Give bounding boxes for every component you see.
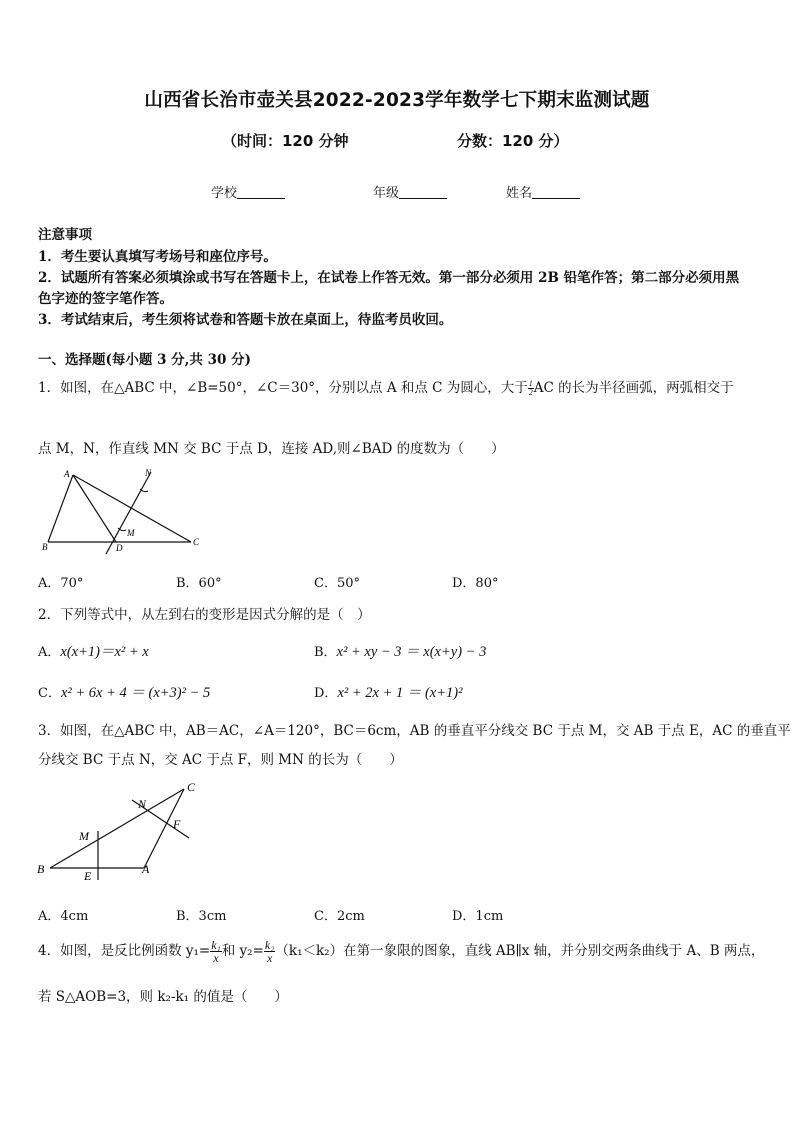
exam-score: 分数：120 分） — [457, 132, 569, 150]
q2-option-b-expr: x² + xy − 3 ＝ x(x+y) − 3 — [336, 644, 487, 660]
q4-fraction-2: $\frac{\text{k₂}}{x}$ — [264, 938, 275, 965]
q4-text-post: （k₁＜k₂）在第一象限的图象，直线 AB∥x 轴，并分别交两条曲线于 A、B 两点， — [275, 943, 765, 959]
grade-blank — [399, 186, 447, 199]
q2-option-c-label: C． — [38, 686, 61, 701]
q1-stem — [38, 376, 734, 397]
notice-item: 色字迹的签字笔作答。 — [38, 291, 173, 307]
notice-heading: 注意事项 — [38, 227, 92, 243]
q1-label-c: C — [193, 537, 200, 547]
grade-field — [373, 182, 447, 201]
q3-option-b[interactable]: B．3cm — [176, 909, 227, 924]
name-blank — [532, 186, 580, 199]
name-label: 姓名 — [506, 186, 533, 201]
q1-option-d[interactable]: D．80° — [452, 576, 499, 591]
q3-option-c[interactable]: C．2cm — [314, 909, 365, 924]
q1-label-d: D — [116, 543, 123, 553]
q3-label-e: E — [84, 869, 92, 883]
q1-figure — [36, 464, 206, 556]
name-field — [506, 182, 580, 201]
q2-option-c-expr: x² + 6x + 4 ＝ (x+3)² − 5 — [60, 685, 211, 701]
q3-label-f: F — [173, 817, 181, 831]
q2-option-c[interactable] — [38, 681, 210, 702]
notice-item: 2．试题所有答案必须填涂或书写在答题卡上，在试卷上作答无效。第一部分必须用 2B 铅笔作答；第二部分必须用黑 — [38, 270, 740, 286]
q2-option-b[interactable] — [314, 640, 486, 661]
page-title: 山西省长治市壶关县2022-2023学年数学七下期末监测试题 — [144, 90, 650, 111]
school-label: 学校 — [211, 186, 238, 201]
q3-label-c: C — [187, 780, 196, 794]
q1-label-b: B — [42, 542, 48, 552]
q1-text-end: AC 的长为半径画弧，两弧相交于 — [533, 380, 734, 396]
q1-label-m: M — [127, 528, 135, 538]
q1-label-n: N — [145, 468, 152, 478]
q2-option-a[interactable] — [38, 640, 149, 661]
q2-option-d[interactable] — [314, 681, 462, 702]
q3-label-m: M — [79, 829, 89, 843]
q4-stem-line2: 若 S△AOB=3，则 k₂-k₁ 的值是（ ） — [38, 989, 288, 1005]
q1-fraction: $\frac{1}{2}$ — [528, 379, 533, 397]
q3-label-a: A — [142, 862, 150, 876]
q3-figure — [34, 776, 214, 886]
school-field — [211, 182, 285, 201]
q1-label-a: A — [64, 469, 70, 479]
q1-option-b[interactable]: B．60° — [176, 576, 222, 591]
q2-option-a-expr: x(x+1)＝x² + x — [60, 644, 149, 660]
q1-option-c[interactable]: C．50° — [314, 576, 360, 591]
q4-stem — [38, 939, 764, 964]
q1-text: 1．如图，在△ABC 中，∠B=50°，∠C＝30°，分别以点 A 和点 C 为圆心，大于 — [38, 380, 528, 396]
notice-item: 3．考试结束后，考生须将试卷和答题卡放在桌面上，待监考员收回。 — [38, 312, 453, 328]
school-blank — [237, 186, 285, 199]
q4-text-mid: 和 y₂= — [221, 943, 264, 959]
q3-stem-line2: 分线交 BC 于点 N，交 AC 于点 F，则 MN 的长为（ ） — [38, 752, 403, 768]
q3-option-d[interactable]: D．1cm — [452, 909, 504, 924]
q1-option-a[interactable]: A．70° — [38, 576, 84, 591]
q1-stem-line2: 点 M，N，作直线 MN 交 BC 于点 D，连接 AD,则∠BAD 的度数为（ ） — [38, 441, 505, 457]
q1-segment-ad — [73, 475, 116, 542]
q4-fraction-1: $\frac{\text{k₁}}{x}$ — [211, 938, 221, 965]
q3-label-n: N — [138, 797, 147, 811]
q2-option-d-label: D． — [314, 686, 338, 701]
q3-stem: 3．如图，在△ABC 中，AB＝AC，∠A＝120°，BC＝6cm，AB 的垂直平分线交 BC 于点 M，交 AB 于点 E，AC 的垂直平 — [38, 723, 791, 739]
q3-label-b: B — [37, 862, 45, 876]
q2-option-a-label: A． — [38, 645, 61, 660]
q4-text-pre: 4．如图，是反比例函数 y₁= — [38, 943, 211, 959]
exam-time: （时间：120 分钟 — [222, 132, 349, 150]
q2-option-d-expr: x² + 2x + 1 ＝ (x+1)² — [337, 685, 463, 701]
q2-stem: 2．下列等式中，从左到右的变形是因式分解的是（ ） — [38, 607, 371, 623]
q2-option-b-label: B． — [314, 645, 337, 660]
grade-label: 年级 — [373, 186, 400, 201]
notice-item: 1．考生要认真填写考场号和座位序号。 — [38, 249, 277, 265]
section-heading: 一、选择题(每小题 3 分,共 30 分) — [38, 352, 251, 368]
q1-segment-ab — [48, 475, 73, 542]
q3-option-a[interactable]: A．4cm — [38, 909, 89, 924]
